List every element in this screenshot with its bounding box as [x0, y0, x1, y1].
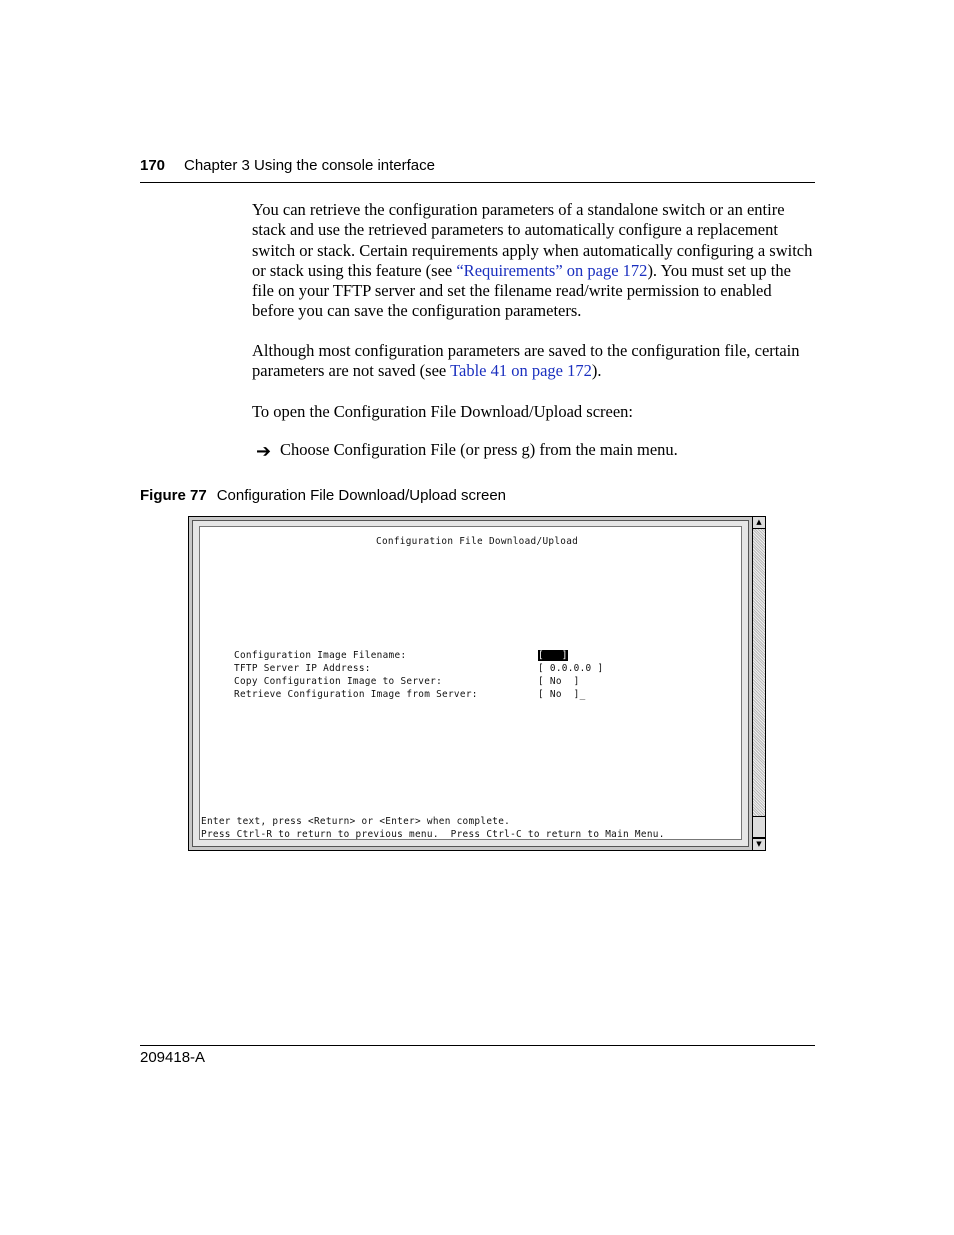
table41-link[interactable]: Table 41 on page 172	[450, 361, 592, 381]
tftp-ip-input[interactable]: [ 0.0.0.0 ]	[538, 663, 604, 674]
requirements-link[interactable]: “Requirements” on page 172	[456, 260, 648, 280]
step-bullet	[256, 440, 678, 462]
paragraph-retrieve-config	[252, 200, 817, 322]
figure-caption	[140, 487, 506, 504]
step-text: Choose Configuration File (or press g) from the main menu.	[280, 440, 678, 459]
retrieve-from-server-toggle[interactable]: [ No ]_	[538, 689, 586, 700]
field-label-tftp-ip: TFTP Server IP Address:	[234, 663, 371, 674]
copy-to-server-toggle[interactable]: [ No ]	[538, 676, 580, 687]
arrow-right-icon: ➔	[256, 441, 272, 462]
page-footer: 209418-A	[140, 1045, 815, 1066]
paragraph1-text-after: ). You must set up the file on your TFTP server and set the filename read/write permission to enabled before you can save the configuration parameters.	[252, 260, 791, 321]
page-number: 170	[140, 157, 166, 174]
paragraph-open-screen: To open the Configuration File Download/Upload screen:	[252, 402, 634, 421]
terminal-frame	[188, 516, 753, 851]
field-label-retrieve: Retrieve Configuration Image from Server:	[234, 689, 478, 700]
help-line-2: Press Ctrl-R to return to previous menu. Press Ctrl-C to return to Main Menu.	[201, 829, 665, 840]
paragraph1-text-before: You can retrieve the configuration parameters of a standalone switch or an entire stack and use the retrieved parameters to automatically configure a replacement switch or stack. Certain requirements apply when automatically configuring a switch or stack using this feature (see	[252, 200, 813, 280]
help-line-1: Enter text, press <Return> or <Enter> when complete.	[201, 816, 511, 827]
field-label-filename: Configuration Image Filename:	[234, 650, 407, 661]
vertical-scrollbar[interactable]	[752, 516, 766, 851]
terminal-window	[199, 526, 742, 840]
paragraph2-text-before: Although most configuration parameters are saved to the configuration file, certain parameters are not saved (see	[252, 341, 800, 381]
scroll-up-icon[interactable]: ▲	[753, 517, 765, 529]
figure-label: Figure 77	[140, 487, 207, 504]
chapter-title: Chapter 3 Using the console interface	[184, 157, 435, 174]
field-label-copy: Copy Configuration Image to Server:	[234, 676, 443, 687]
terminal-title: Configuration File Download/Upload	[376, 536, 579, 547]
terminal-bezel	[192, 520, 749, 847]
paragraph2-text-after: ).	[591, 361, 602, 381]
figure-caption-text: Configuration File Download/Upload screen	[216, 487, 507, 504]
console-screenshot	[188, 516, 765, 851]
scroll-down-icon[interactable]: ▼	[753, 838, 765, 850]
filename-input[interactable]: [ ]	[538, 650, 568, 661]
page-header	[140, 156, 815, 183]
scroll-thumb[interactable]	[753, 816, 765, 838]
paragraph-not-saved	[252, 341, 817, 382]
